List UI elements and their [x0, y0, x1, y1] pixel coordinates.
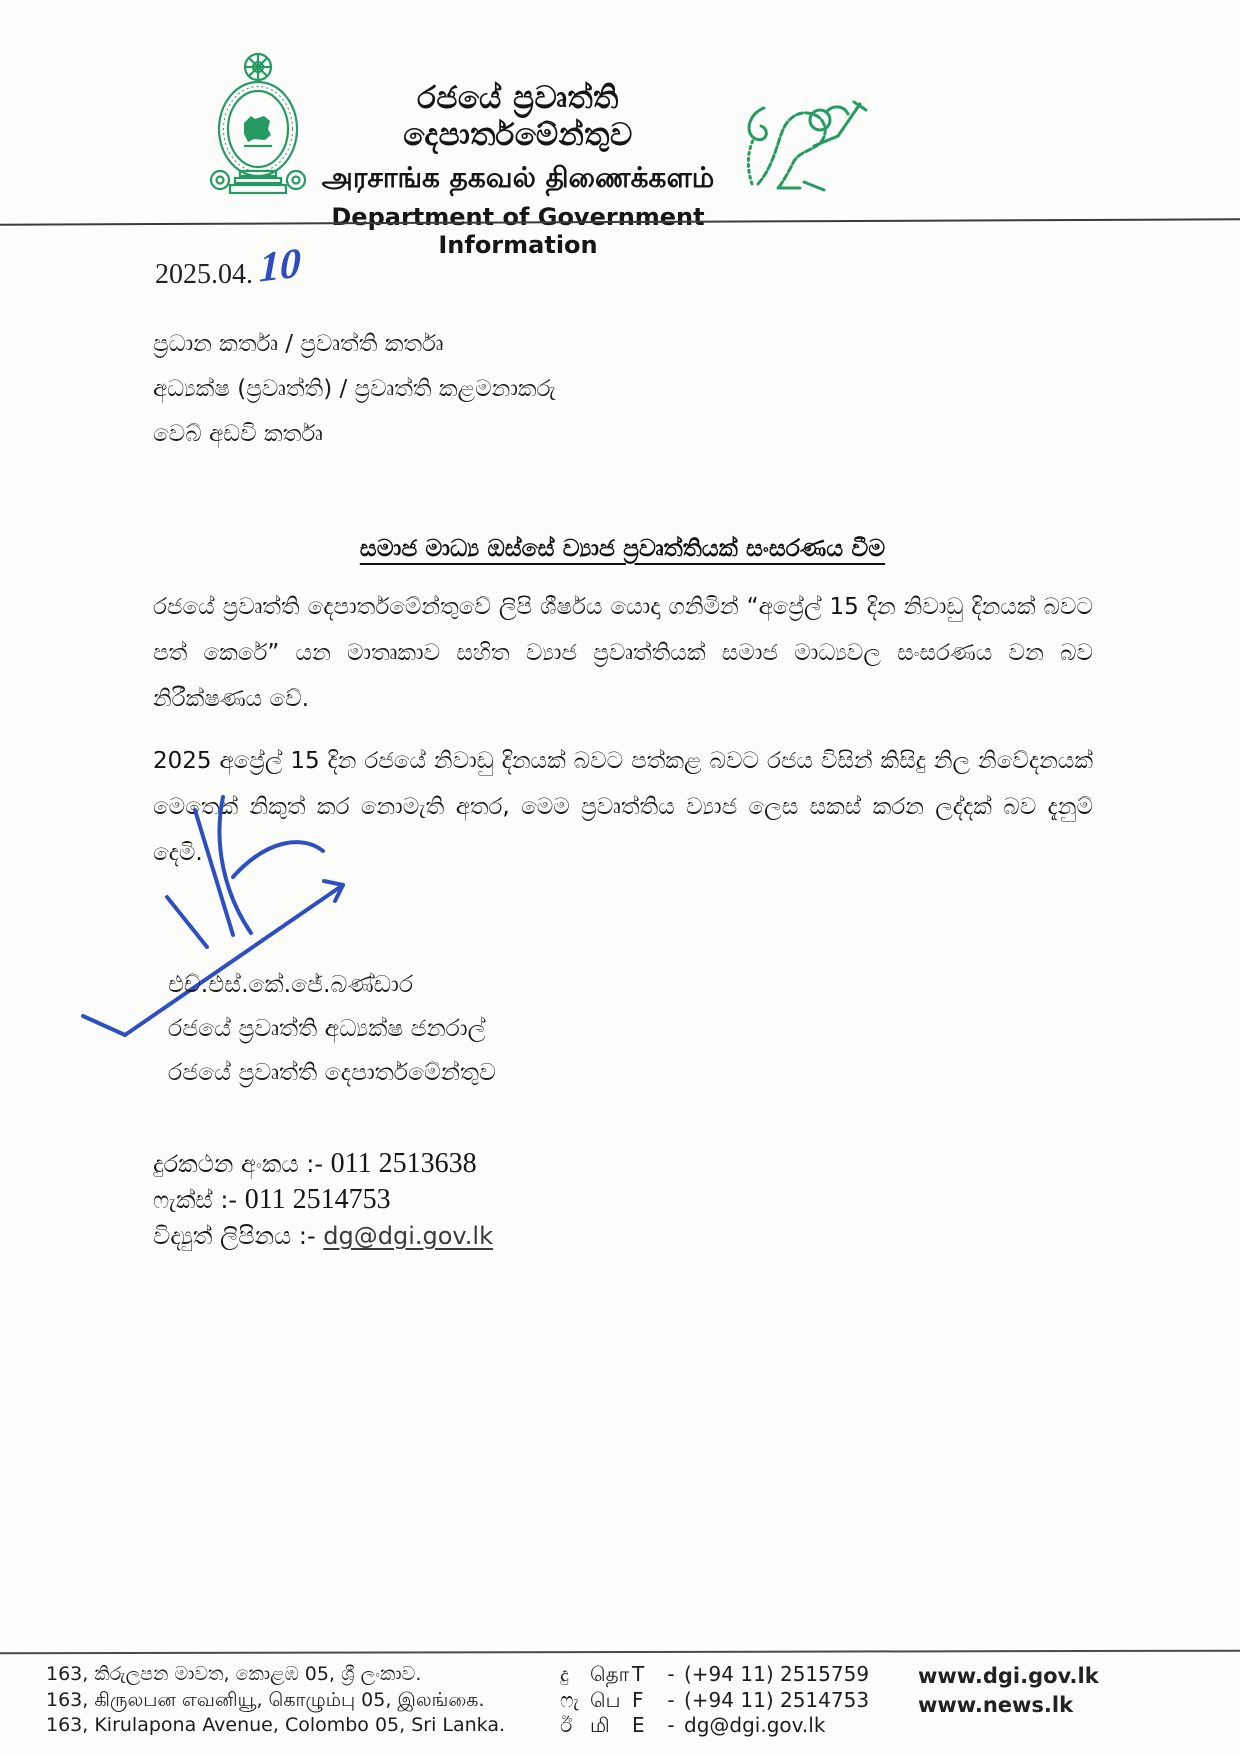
email-label: විද්‍යුත් ලිපිනය :- [153, 1222, 316, 1250]
signatory-title: රජයේ ප්‍රවෘත්ති අධ්‍යක්ෂ ජනරාල් [168, 1014, 486, 1042]
separator: - [667, 1687, 675, 1712]
dgi-lion-logo-icon [726, 86, 878, 198]
date-handwritten: 10 [258, 240, 302, 292]
email-label-english: E [632, 1713, 645, 1737]
website-news: www.news.lk [918, 1693, 1074, 1717]
dept-title-english: Department of Government Information [331, 203, 705, 259]
sri-lanka-national-emblem-icon [206, 50, 310, 202]
footer-contacts [560, 1662, 869, 1739]
phone-line [153, 1146, 493, 1182]
address-tamil: 163, கிருலபன எவனியூ, கொழும்பு 05, இலங்கை. [46, 1688, 485, 1711]
recipient-line-1: ප්‍රධාන කර්තෘ / ප්‍රවෘත්ති කර්තෘ [153, 331, 444, 357]
fax-number: 011 2514753 [244, 1184, 391, 1215]
fax-label-sinhala: ෆැ [560, 1687, 580, 1712]
signatory-name: එච්.එස්.කේ.ජේ.බණ්ඩාර [168, 970, 414, 998]
email-label-tamil: மி [590, 1713, 610, 1737]
email-label-sinhala: ඊ [560, 1713, 573, 1737]
phone-label-english: T [632, 1662, 645, 1686]
fax-line [153, 1182, 493, 1218]
footer-fax-row [560, 1688, 869, 1714]
dept-title-sinhala: රජයේ ප්‍රවෘත්ති දෙපාර්තමේන්තුව [403, 80, 633, 153]
recipient-line-3: වෙබ් අඩවි කර්තෘ [153, 421, 323, 447]
letterhead-titles [318, 80, 718, 259]
recipient-line-2: අධ්‍යක්ෂ (ප්‍රවෘත්ති) / ප්‍රවෘත්ති කළමනාකරු [153, 376, 556, 402]
email-line [153, 1218, 493, 1254]
paragraph-1: රජයේ ප්‍රවෘත්ති දෙපාර්තමේන්තුවේ ලිපි ශීර්ෂය යොදා ගනිමින් “අප්‍රේල් 15 දින නිවාඩු දිනයක් බවට පත් කෙරේ” යන මාතෘකාව සහිත ව්‍යාජ ප්‍රවෘත්තියක් සමාජ මාධ්‍යවල සංසරණය වන බව නිරීක්ෂණය වේ. [153, 594, 1093, 712]
footer-fax-number: (+94 11) 2514753 [684, 1687, 870, 1712]
footer-email-address: dg@dgi.gov.lk [684, 1713, 826, 1737]
phone-label-sinhala: දු [560, 1662, 569, 1686]
date-line [155, 240, 302, 294]
footer-websites [918, 1662, 1099, 1720]
separator: - [667, 1662, 675, 1686]
paragraph-2: 2025 අප්‍රේල් 15 දින රජයේ නිවාඩු දිනයක් බවට පත්කළ බවට රජය විසින් කිසිදු නිල නිවේදනයක් මෙතෙක් නිකුත් කර නොමැති අතර, මෙම ප්‍රවෘත්තිය ව්‍යාජ ලෙස සකස් කරන ලද්දක් බව දැනුම් දෙමි. [153, 748, 1093, 866]
footer-email-row [560, 1713, 869, 1739]
phone-label: දුරකථන අංකය :- [153, 1150, 324, 1178]
fax-label: ෆැක්ස් :- [153, 1186, 238, 1214]
signature-block [168, 962, 496, 1094]
signatory-department: රජයේ ප්‍රවෘත්ති දෙපාර්තමේන්තුව [168, 1058, 496, 1086]
footer-address [46, 1662, 505, 1739]
separator: - [667, 1713, 675, 1737]
address-sinhala: 163, කිරුලපන මාවත, කොළඹ 05, ශ්‍රී ලංකාව. [46, 1663, 422, 1685]
footer-phone-number: (+94 11) 2515759 [684, 1662, 870, 1686]
subject-heading: සමාජ මාධ්‍ය ඔස්සේ ව්‍යාජ ප්‍රවෘත්තියක් සංසරණය වීම [359, 534, 886, 562]
date-typed: 2025.04. [155, 259, 253, 290]
footer-divider [0, 1650, 1240, 1655]
phone-number: 011 2513638 [330, 1148, 477, 1179]
recipient-list [153, 322, 556, 457]
fax-label-tamil: பெ [590, 1687, 621, 1712]
contact-block [153, 1146, 493, 1254]
website-dgi: www.dgi.gov.lk [918, 1664, 1099, 1688]
fax-label-english: F [632, 1687, 644, 1712]
dept-title-tamil: அரசாங்க தகவல் திணைக்களம் [321, 161, 715, 194]
address-english: 163, Kirulapona Avenue, Colombo 05, Sri Lanka. [46, 1714, 506, 1736]
phone-label-tamil: தொ [590, 1662, 630, 1686]
footer-phone-row [560, 1662, 869, 1688]
email-link[interactable]: dg@dgi.gov.lk [323, 1222, 493, 1250]
